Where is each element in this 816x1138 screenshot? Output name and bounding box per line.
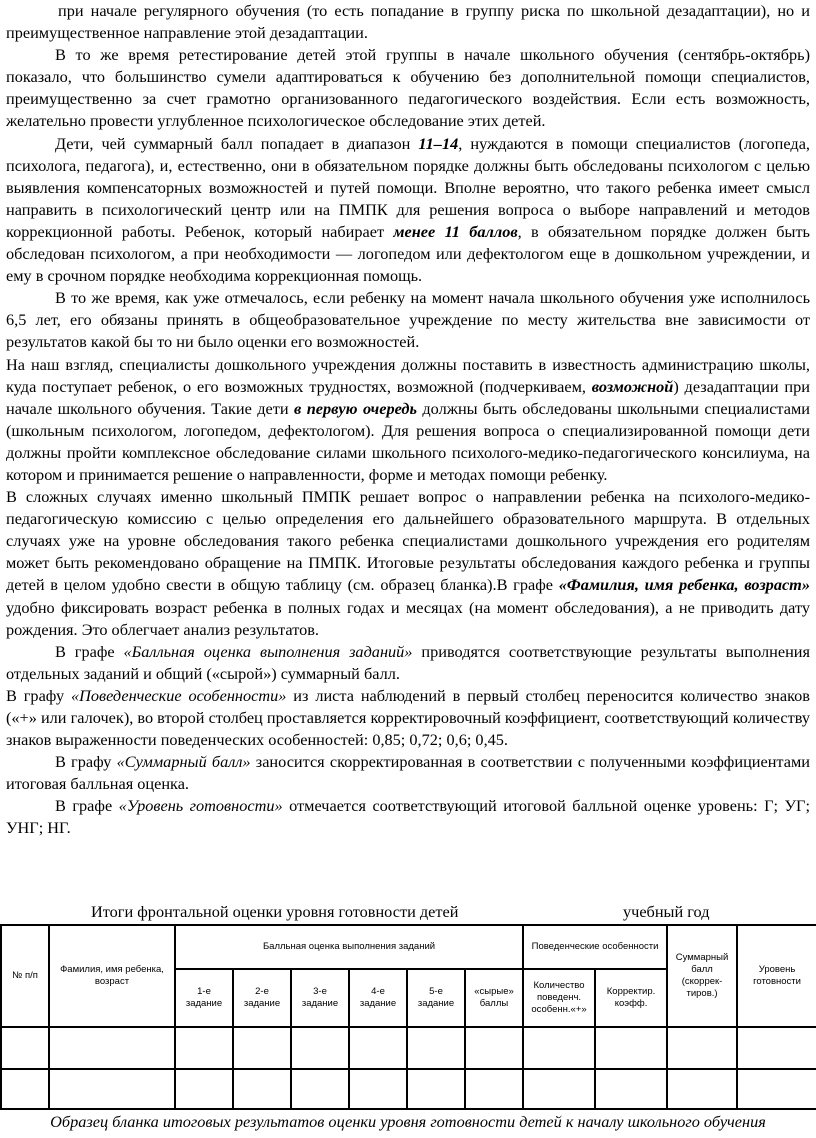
text-run: В то же время, как уже отмечалось, если ребенку на момент начала школьного обучения уже исполнилось 6,5 лет, его обязаны принять в общеобразовательное учреждение по месту жительства вне зависимости от результатов какой бы то ни было оценки его возможностей. bbox=[6, 288, 810, 352]
emphasis: «Фамилия, имя ребенка, возраст» bbox=[558, 575, 810, 595]
text-run: , в обязательном порядке должен быть обследован психологом, а при необходимости — логопедом или дефектологом еще в дошкольном учреждении, и ему в срочном порядке необходима коррекционная помощь. bbox=[6, 221, 810, 286]
header-scores-group: Балльная оценка выполнения заданий bbox=[175, 925, 523, 969]
emphasis: «Балльная оценка выполнения заданий» bbox=[123, 641, 413, 661]
empty-cell bbox=[49, 1069, 175, 1109]
header-task5: 5-е задание bbox=[407, 969, 465, 1027]
header-task2: 2-е задание bbox=[233, 969, 291, 1027]
header-count: Количество поведенч. особенн.«+» bbox=[523, 969, 595, 1027]
form-year-label: учебный год bbox=[623, 902, 710, 921]
header-task1: 1-е задание bbox=[175, 969, 233, 1027]
empty-cell bbox=[233, 1069, 291, 1109]
paragraph bbox=[6, 0, 810, 44]
text-run: На наш взгляд, специалисты дошкольного учреждения должны поставить в известность администрацию школы, куда поступает ребенок, о его возможных трудностях, возможной (подчеркиваем, bbox=[6, 354, 810, 396]
text-run: ) дезадаптации при начале школьного обучения. Такие дети bbox=[6, 376, 810, 418]
header-coef: Корректир. коэфф. bbox=[595, 969, 667, 1027]
empty-cell bbox=[349, 1069, 407, 1109]
form-caption: Образец бланка итоговых результатов оценки уровня готовности детей к началу школьного обучения bbox=[50, 1112, 766, 1131]
empty-cell bbox=[233, 1027, 291, 1069]
empty-cell bbox=[175, 1027, 233, 1069]
empty-cell bbox=[595, 1027, 667, 1069]
emphasis: «Суммарный балл» bbox=[116, 752, 251, 772]
empty-cell bbox=[595, 1069, 667, 1109]
emphasis: менее 11 баллов bbox=[393, 221, 518, 241]
emphasis: возможной bbox=[591, 376, 674, 396]
empty-cell bbox=[465, 1027, 523, 1069]
text-run: заносится скорректированная в соответствии с полученными коэффициентами итоговая балльная оценка. bbox=[6, 752, 810, 794]
text-run: приводятся соответствующие результаты выполнения отдельных заданий и общий («сырой») суммарный балл. bbox=[6, 641, 810, 683]
text-run: должны быть обследованы школьными специалистами (школьным психологом, логопедом, дефектологом). Для решения вопроса о специализированной помощи дети должны пройти комплексное обследование силами школьного психолого-медико-педагогического консилиума, на котором и принимается решение о направленности, форме и методах помощи ребенку. bbox=[6, 398, 810, 484]
paragraph bbox=[6, 685, 810, 751]
results-form-table bbox=[0, 924, 816, 1110]
text-run: отмечается соответствующий итоговой балльной оценке уровень: Г; УГ; УНГ; НГ. bbox=[6, 796, 810, 838]
empty-cell bbox=[407, 1069, 465, 1109]
emphasis: «Уровень готовности» bbox=[118, 796, 283, 816]
form-title: Итоги фронтальной оценки уровня готовности детей bbox=[91, 902, 459, 921]
text-run: удобно фиксировать возраст ребенка в полных годах и месяцах (на момент обследования), а не приводить дату рождения. Это облегчает анализ результатов. bbox=[6, 597, 810, 639]
empty-cell bbox=[523, 1069, 595, 1109]
paragraph bbox=[6, 354, 810, 487]
paragraph bbox=[6, 133, 810, 288]
empty-cell bbox=[1, 1069, 49, 1109]
header-num: № п/п bbox=[1, 925, 49, 1027]
text-run: В графе bbox=[55, 796, 119, 816]
empty-cell bbox=[349, 1027, 407, 1069]
empty-cell bbox=[175, 1069, 233, 1109]
emphasis: «Поведенческие особенности» bbox=[70, 685, 287, 705]
text-run: Дети, чей суммарный балл попадает в диапазон bbox=[55, 133, 419, 153]
header-name: Фамилия, имя ребенка, возраст bbox=[49, 925, 175, 1027]
emphasis: в первую очередь bbox=[294, 398, 417, 418]
empty-cell bbox=[667, 1069, 737, 1109]
paragraph bbox=[6, 795, 810, 839]
emphasis: 11–14 bbox=[418, 133, 459, 153]
text-run: при начале регулярного обучения (то есть попадание в группу риска по школьной дезадаптации), но и преимущественное направление этой дезадаптации. bbox=[6, 1, 810, 43]
paragraph bbox=[6, 486, 810, 641]
empty-cell bbox=[291, 1069, 349, 1109]
text-run: В графе bbox=[55, 641, 124, 661]
empty-cell bbox=[465, 1069, 523, 1109]
empty-cell bbox=[1, 1027, 49, 1069]
text-run: В графу bbox=[55, 752, 117, 772]
header-task3: 3-е задание bbox=[291, 969, 349, 1027]
paragraph: В то же время ретестирование детей этой группы в начале школьного обучения (сентябрь-октябрь) показало, что большинство сумели адаптироваться к обучению без дополнительной помощи специалистов, преимущественно за счет грамотно организованного педагогического воздействия. Если есть возможность, желательно провести углубленное психологическое обследование этих детей. bbox=[6, 45, 810, 131]
text-run: В графу bbox=[6, 685, 71, 705]
header-behavior-group: Поведенческие особенности bbox=[523, 925, 667, 969]
paragraph bbox=[6, 287, 810, 353]
header-total: Суммарный балл (скоррек-тиров.) bbox=[667, 925, 737, 1027]
empty-cell bbox=[667, 1027, 737, 1069]
body-text bbox=[6, 0, 810, 840]
empty-cell bbox=[737, 1027, 816, 1069]
header-task4: 4-е задание bbox=[349, 969, 407, 1027]
empty-cell bbox=[49, 1027, 175, 1069]
text-run: В сложных случаях именно школьный ПМПК решает вопрос о направлении ребенка на психолого-медико-педагогическую комиссию с целью определения его дальнейшего образовательного маршрута. В отдельных случаях уже на уровне обследования такого ребенка специалистами дошкольного учреждения его родителям может быть рекомендовано обращение на ПМПК. Итоговые результаты обследования каждого ребенка и группы детей в целом удобно свести в общую таблицу (см. образец бланка).В графе bbox=[6, 487, 810, 595]
paragraph bbox=[6, 751, 810, 795]
header-raw: «сырые» баллы bbox=[465, 969, 523, 1027]
paragraph bbox=[6, 641, 810, 685]
empty-cell bbox=[737, 1069, 816, 1109]
empty-cell bbox=[291, 1027, 349, 1069]
table-row bbox=[1, 1027, 816, 1069]
table-row bbox=[1, 1069, 816, 1109]
text-run: , нуждаются в помощи специалистов (логопеда, психолога, педагога), и, естественно, они в обязательном порядке должны быть обследованы психологом с целью выявления компенсаторных возможностей и путей помощи. Вполне вероятно, что такого ребенка имеет смысл направить в психологический центр или на ПМПК для решения вопроса о выборе направлений и методов коррекционной работы. Ребенок, который набирает bbox=[6, 133, 810, 241]
empty-cell bbox=[523, 1027, 595, 1069]
text-run: из листа наблюдений в первый столбец переносится количество знаков («+» или галочек), во второй столбец проставляется корректировочный коэффициент, соответствующий количеству знаков выраженности поведенческих особенностей: 0,85; 0,72; 0,6; 0,45. bbox=[6, 685, 810, 750]
empty-cell bbox=[407, 1027, 465, 1069]
header-level: Уровень готовности bbox=[737, 925, 816, 1027]
